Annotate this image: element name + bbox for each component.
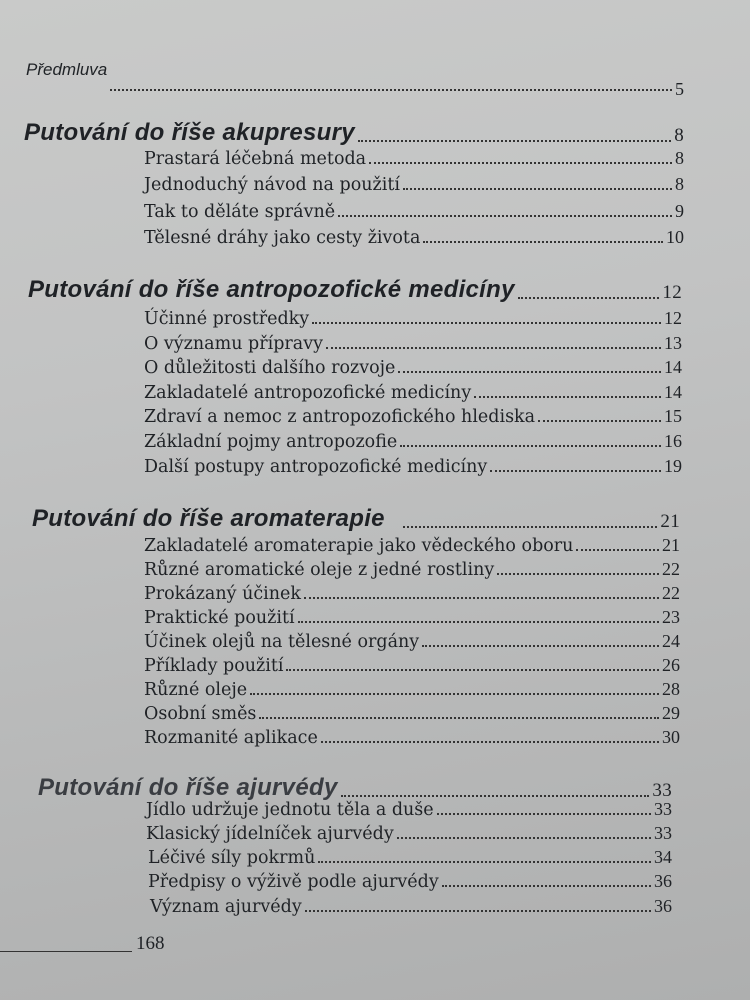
- entry-label: O důležitosti dalšího rozvoje: [144, 358, 396, 378]
- entry-page: 30: [662, 727, 680, 747]
- dot-leader: [259, 716, 659, 719]
- chapter-title: Putování do říše aromaterapie: [32, 505, 385, 532]
- chapter-title: Putování do říše antropozofické medicíny: [28, 276, 515, 303]
- entry-label: Prastará léčebná metoda: [144, 149, 367, 169]
- entry-page: 19: [664, 456, 682, 476]
- dot-leader: [304, 596, 659, 599]
- chapter-page: 33: [652, 780, 672, 801]
- dot-leader: [305, 909, 651, 912]
- entry-label: Účinek olejů na tělesné orgány: [144, 632, 420, 652]
- entry-label: Tak to děláte správně: [144, 202, 336, 222]
- dot-leader: [474, 395, 661, 398]
- toc-entry: [144, 305, 682, 329]
- entry-label: Zdraví a nemoc z antropozofického hlediska: [144, 407, 536, 427]
- dot-leader: [321, 740, 659, 743]
- entry-label: Praktické použití: [144, 608, 295, 628]
- dot-leader: [318, 860, 651, 863]
- dot-leader: [400, 444, 661, 447]
- chapter-page: 12: [662, 282, 682, 303]
- dot-leader: [250, 692, 659, 695]
- dot-leader: [423, 240, 663, 243]
- toc-entry: [144, 700, 680, 724]
- toc-entry: [150, 893, 672, 917]
- entry-page: 22: [662, 559, 680, 579]
- entry-label: O významu přípravy: [144, 334, 323, 354]
- dot-leader: [538, 419, 661, 422]
- entry-page: 23: [662, 607, 680, 627]
- dot-leader: [403, 187, 672, 190]
- toc-entry: [144, 604, 680, 628]
- entry-label: Prokázaný účinek: [144, 584, 301, 604]
- toc-entry: [148, 844, 672, 868]
- entry-page: 16: [664, 431, 682, 451]
- entry-label: Jídlo udržuje jednotu těla a duše: [146, 800, 434, 820]
- entry-page: 21: [662, 535, 680, 555]
- entry-label: Tělesné dráhy jako cesty života: [144, 228, 421, 248]
- toc-entry: [144, 428, 682, 452]
- chapter-title: Putování do říše akupresury: [24, 119, 355, 146]
- toc-entry: [144, 532, 680, 556]
- dot-leader: [403, 525, 658, 528]
- entry-label: Osobní směs: [144, 704, 257, 724]
- dot-leader: [442, 884, 651, 887]
- entry-label: Zakladatelé aromaterapie jako vědeckého oboru: [144, 536, 574, 556]
- dot-leader: [312, 321, 661, 324]
- toc-chapter: [32, 499, 680, 533]
- dot-leader: [518, 296, 660, 299]
- toc-entry: [144, 652, 680, 676]
- entry-label: Zakladatelé antropozofické medicíny: [144, 383, 472, 403]
- entry-label: Účinné prostředky: [144, 309, 310, 329]
- toc-entry: [144, 224, 684, 248]
- entry-label: Různé aromatické oleje z jedné rostliny: [144, 560, 495, 580]
- toc-entry: [146, 796, 672, 820]
- entry-page: 29: [662, 703, 680, 723]
- dot-leader: [358, 139, 671, 142]
- entry-page: 10: [666, 227, 684, 247]
- entry-label: Klasický jídelníček ajurvédy: [146, 824, 394, 844]
- entry-page: 33: [654, 799, 672, 819]
- dot-leader: [497, 572, 659, 575]
- dot-leader: [110, 88, 672, 91]
- entry-label: Rozmanité aplikace: [144, 728, 318, 748]
- entry-page: 36: [654, 871, 672, 891]
- entry-page: 22: [662, 583, 680, 603]
- footer-rule: [0, 951, 132, 952]
- entry-page: 13: [664, 333, 682, 353]
- dot-leader: [398, 370, 661, 373]
- entry-page: 36: [654, 896, 672, 916]
- toc-entry: [144, 145, 684, 169]
- entry-page: 28: [662, 679, 680, 699]
- dot-leader: [298, 620, 659, 623]
- toc-entry: [144, 724, 680, 748]
- toc-entry: [144, 171, 684, 195]
- dot-leader: [397, 836, 651, 839]
- toc-entry: [144, 453, 682, 477]
- toc-preface-label: Předmluva: [26, 60, 108, 79]
- dot-leader: [286, 668, 659, 671]
- entry-page: 33: [654, 823, 672, 843]
- dot-leader: [576, 548, 659, 551]
- entry-page: 9: [675, 201, 684, 221]
- toc-entry: [144, 628, 680, 652]
- entry-label: Léčivé síly pokrmů: [148, 848, 316, 868]
- toc-chapter: [24, 113, 684, 147]
- dot-leader: [422, 644, 659, 647]
- entry-page: 26: [662, 655, 680, 675]
- toc-entry: [144, 330, 682, 354]
- toc-entry: [148, 868, 672, 892]
- toc-entry: [144, 354, 682, 378]
- entry-label: Příklady použití: [144, 656, 284, 676]
- entry-label: Další postupy antropozofické medicíny: [144, 457, 488, 477]
- entry-label: Základní pojmy antropozofie: [144, 432, 398, 452]
- entry-label: Jednoduchý návod na použití: [144, 175, 400, 195]
- toc-preface: [26, 58, 684, 100]
- toc-preface-page: 5: [675, 79, 684, 99]
- entry-label: Předpisy o výživě podle ajurvédy: [148, 872, 439, 892]
- entry-page: 24: [662, 631, 680, 651]
- chapter-title: Putování do říše ajurvédy: [38, 774, 338, 801]
- page-number: 168: [136, 933, 165, 954]
- toc-entry: [144, 556, 680, 580]
- dot-leader: [338, 214, 672, 217]
- entry-page: 34: [654, 847, 672, 867]
- toc-entry: [144, 198, 684, 222]
- toc-entry: [144, 403, 682, 427]
- dot-leader: [369, 161, 672, 164]
- toc-entry: [144, 676, 680, 700]
- toc-chapter: [28, 270, 682, 304]
- entry-page: 8: [675, 174, 684, 194]
- dot-leader: [326, 346, 661, 349]
- entry-page: 15: [664, 406, 682, 426]
- entry-page: 8: [675, 148, 684, 168]
- entry-page: 14: [664, 382, 682, 402]
- chapter-page: 21: [660, 511, 680, 532]
- toc-entry: [144, 580, 680, 604]
- entry-label: Význam ajurvédy: [150, 897, 302, 917]
- entry-page: 12: [664, 308, 682, 328]
- entry-label: Různé oleje: [144, 680, 248, 700]
- chapter-page: 8: [674, 125, 684, 146]
- toc-entry: [146, 820, 672, 844]
- entry-page: 14: [664, 357, 682, 377]
- dot-leader: [490, 469, 661, 472]
- toc-entry: [144, 379, 682, 403]
- dot-leader: [437, 812, 651, 815]
